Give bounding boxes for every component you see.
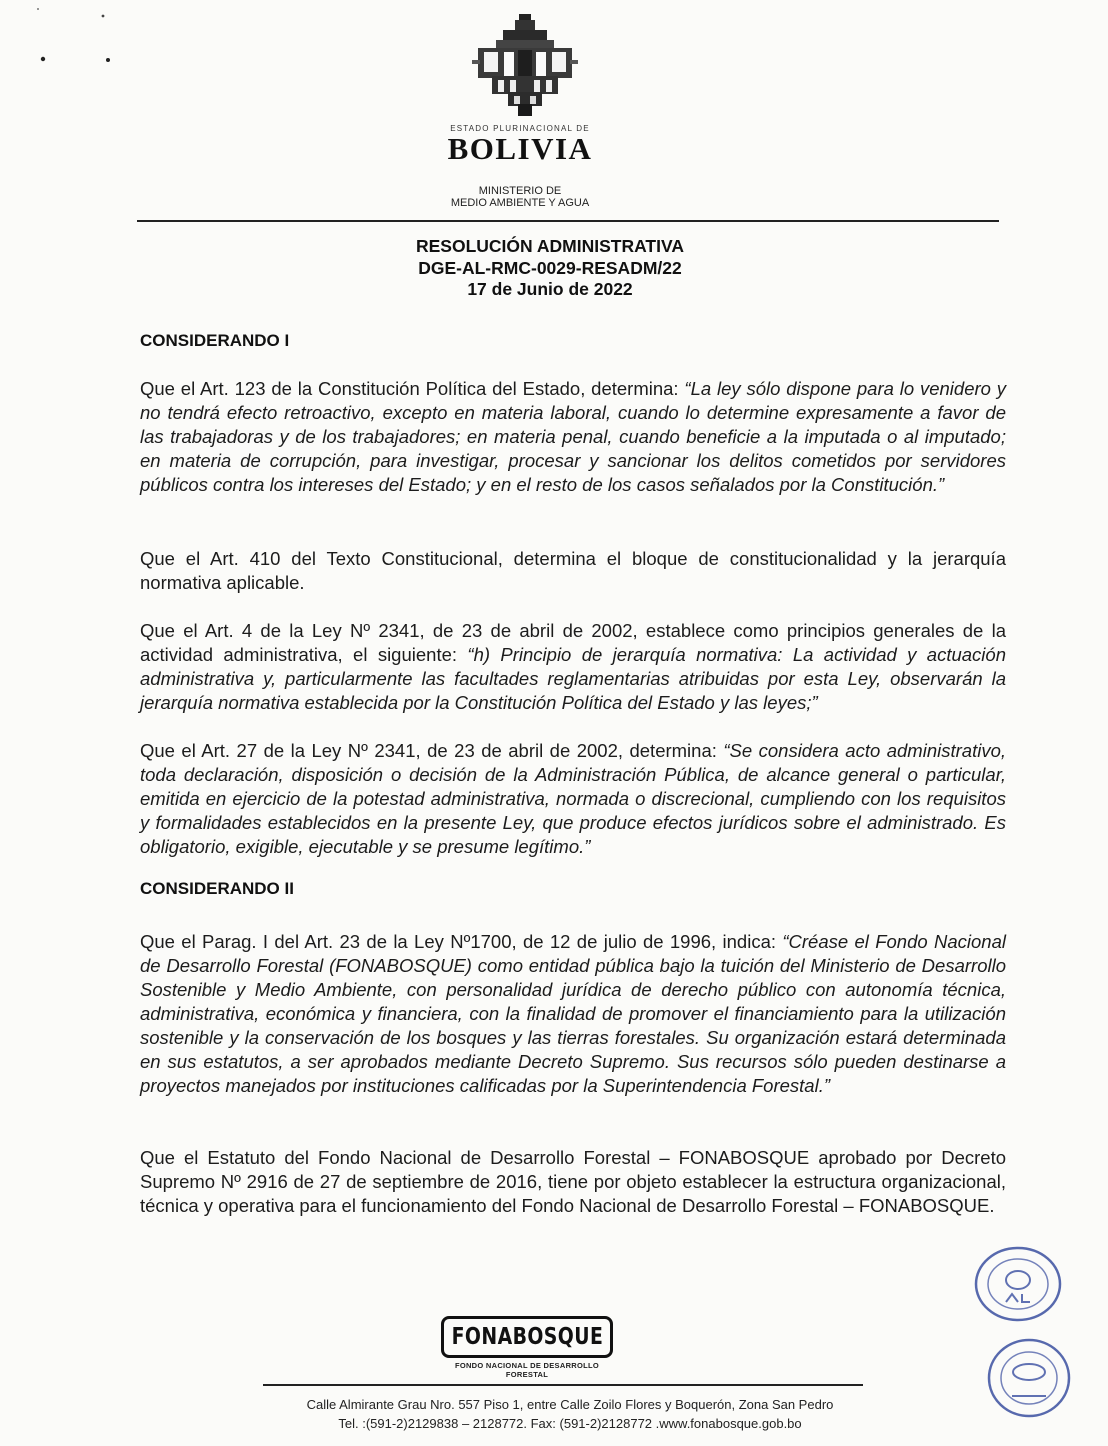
paragraph-quote: “Se considera acto administrativo, toda declaración, disposición o decisión de la Administración Pública, de alcance general o particular, emitida en ejercicio de la potestad administrativa, normada o discrecional, cumpliendo con los requisitos y formalidades establecidos en la presente Ley, que produce efectos jurídicos sobre el administrado. Es obligatorio, exigible, ejecutable y se presume legítimo.”: [140, 740, 1006, 857]
resolution-title: [250, 236, 850, 301]
title-line-1: RESOLUCIÓN ADMINISTRATIVA: [415, 236, 684, 256]
scan-specks: [0, 0, 200, 80]
ministry-name: [400, 185, 640, 209]
fonabosque-logo-subtitle: FONDO NACIONAL DE DESARROLLO FORESTAL: [454, 1361, 600, 1379]
official-seal-stamp-2: [984, 1336, 1074, 1420]
section-heading-2: CONSIDERANDO II: [140, 879, 294, 898]
title-line-3: 17 de Junio de 2022: [467, 279, 633, 299]
official-seal-stamp-1: [972, 1244, 1064, 1324]
country-name: BOLIVIA: [447, 131, 593, 166]
paragraph-text: Que el Art. 4 de la Ley Nº 2341, de 23 de abril de 2002, establece como principios generales de la actividad administrativa, el siguiente:: [140, 620, 1006, 665]
paragraph-2-1: [140, 930, 1006, 1098]
paragraph-text: Que el Art. 410 del Texto Constitucional, determina el bloque de constitucionalidad y la jerarquía normativa aplicable.: [140, 548, 1006, 593]
header-divider: [137, 220, 999, 222]
fonabosque-logo-name: FONABOSQUE: [451, 1324, 603, 1350]
footer-address: Calle Almirante Grau Nro. 557 Piso 1, entre Calle Zoilo Flores y Boquerón, Zona San Pedro: [306, 1397, 834, 1412]
fonabosque-logo: [441, 1316, 613, 1379]
paragraph-1-2: [140, 547, 1006, 595]
paragraph-1-4: [140, 739, 1006, 859]
footer-divider: [263, 1384, 863, 1386]
section-heading-1: CONSIDERANDO I: [140, 331, 290, 350]
coat-of-arms-emblem: [470, 12, 580, 120]
paragraph-text: Que el Art. 27 de la Ley Nº 2341, de 23 de abril de 2002, determina:: [140, 740, 724, 761]
state-label: ESTADO PLURINACIONAL DE: [450, 124, 590, 133]
footer-contact: Tel. :(591-2)2129838 – 2128772. Fax: (591-2)2128772 .www.fonabosque.gob.bo: [338, 1416, 802, 1431]
ministry-line-2: MEDIO AMBIENTE Y AGUA: [450, 197, 590, 209]
paragraph-text: Que el Parag. I del Art. 23 de la Ley Nº1700, de 12 de julio de 1996, indica:: [140, 931, 783, 952]
title-line-2: DGE-AL-RMC-0029-RESADM/22: [418, 257, 682, 278]
paragraph-1-1: [140, 377, 1006, 497]
paragraph-1-3: [140, 619, 1006, 715]
paragraph-quote: “La ley sólo dispone para lo venidero y no tendrá efecto retroactivo, excepto en materia laboral, cuando lo determine expresamente a favor de las trabajadoras y de los trabajadores; en materia penal, cuando beneficie a la imputada o al imputado; en materia de corrupción, para investigar, procesar y sancionar los delitos cometidos por servidores públicos contra los intereses del Estado; y en el resto de los casos señalados por la Constitución.”: [140, 378, 1007, 495]
paragraph-text: Que el Estatuto del Fondo Nacional de Desarrollo Forestal – FONABOSQUE aprobado por Decreto Supremo Nº 2916 de 27 de septiembre de 2016, tiene por objeto establecer la estructura organizacional, técnica y operativa para el funcionamiento del Fondo Nacional de Desarrollo Forestal – FONABOSQUE.: [140, 1147, 1006, 1216]
paragraph-2-2: [140, 1146, 1006, 1218]
fonabosque-logo-box: [441, 1316, 613, 1358]
paragraph-quote: “h) Principio de jerarquía normativa: La actividad y actuación administrativa y, particularmente las facultades reglamentarias atribuidas por esta Ley, observarán la jerarquía normativa establecida por la Constitución Política del Estado y las leyes;”: [140, 644, 1006, 713]
paragraph-text: Que el Art. 123 de la Constitución Política del Estado, determina:: [140, 378, 685, 399]
paragraph-quote: “Créase el Fondo Nacional de Desarrollo Forestal (FONABOSQUE) como entidad pública bajo la tuición del Ministerio de Desarrollo Sostenible y Medio Ambiente, con personalidad jurídica de derecho público con autonomía técnica, administrativa, económica y financiera, con la finalidad de promover el financiamiento para la utilización sostenible y la conservación de los bosques y las tierras forestales. Su organización estará determinada en sus estatutos, a ser aprobados mediante Decreto Supremo. Sus recursos sólo pueden destinarse a proyectos manejados por instituciones calificadas por la Superintendencia Forestal.”: [140, 931, 1006, 1096]
ministry-line-1: MINISTERIO DE: [478, 185, 562, 197]
